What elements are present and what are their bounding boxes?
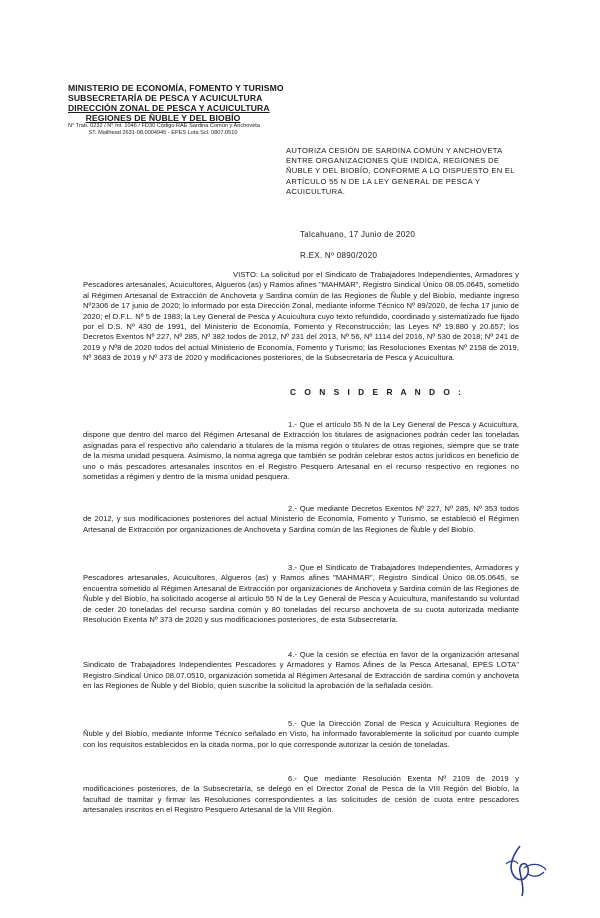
zonal-direction-name: DIRECCIÓN ZONAL DE PESCA Y ACUICULTURA xyxy=(68,103,270,113)
handwritten-initials xyxy=(498,838,550,898)
ministry-name: MINISTERIO DE ECONOMÍA, FOMENTO Y TURISMO xyxy=(68,83,284,93)
considerando-2: 2.- Que mediante Decretos Exentos Nº 227, Nº 285, Nº 353 todos de 2012, y sus modificaciones posteriores del actual Ministerio de Economía, Fomento y Turismo, se estableció el Régimen Artesanal de Extracción por organizaciones de Anchoveta y Sardina común de las Regiones de Ñuble y del Biobío. xyxy=(83,504,519,534)
letterhead xyxy=(68,83,284,137)
considerando-3: 3.- Que el Sindicato de Trabajadores Independientes, Armadores y Pescadores artesanales, Acuicultores, Algueros (as) y Ramos afines "MAHMAR", Registro Sindical Único 08.05.0645, se encuentra sometido al Régimen Artesanal de Extracción por organizaciones de Anchoveta y Sardina común de las Regiones de Ñuble y del Biobío, ha solicitado acogerse al artículo 55 N de la Ley General de Pesca y Acuicultura, manifestando su voluntad de ceder 20 toneladas del recurso sardina común y 80 toneladas del recurso anchoveta de su cuota autorizada mediante Resolución Exenta Nº 373 de 2020 y sus modificaciones posteriores, de esta Subsecretaría. xyxy=(83,563,519,625)
resolution-date: Talcahuano, 17 Junio de 2020 xyxy=(300,230,416,239)
regions-name: REGIONES DE ÑUBLE Y DEL BIOBÍO xyxy=(85,113,241,123)
reference-line-1: N° Trab. 0232 / N° Int. 1046 / FD30 Código RAE Sardina Común y Anchoveta xyxy=(68,123,260,129)
considerando-heading: C O N S I D E R A N D O : xyxy=(290,387,464,397)
resolution-summary: AUTORIZA CESIÓN DE SARDINA COMÚN Y ANCHOVETA ENTRE ORGANIZACIONES QUE INDICA, REGIONES DE ÑUBLE Y DEL BIOBÍO, CONFORME A LO DISPUESTO EN EL ARTÍCULO 55 N DE LA LEY GENERAL DE PESCA Y ACUICULTURA. xyxy=(286,146,515,196)
reference-line-2: ST. Mailhead 2631-08.0004945 - EPES Lota Scl. 0807.0510 xyxy=(88,130,238,136)
considerando-6: 6.- Que mediante Resolución Exenta Nº 2109 de 2019 y modificaciones posteriores, de la Subsecretaría, se delegó en el Director Zonal de Pesca de la VIII Región del Biobío, la facultad de tramitar y firmar las Resoluciones correspondientes a las solicitudes de cesión de cuota entre pescadores artesanales inscritos en el Registro Pesquero Artesanal de la VIII Región. xyxy=(83,774,519,815)
considerando-5: 5.- Que la Dirección Zonal de Pesca y Acuicultura Regiones de Ñuble y del Biobío, mediante Informe Técnico señalado en Visto, ha informado favorablemente la solicitud por cuanto cumple con los requisitos establecidos en la citada norma, por lo que corresponde autorizar la cesión de toneladas. xyxy=(83,719,519,749)
visto-paragraph: VISTO: La solicitud por el Sindicato de Trabajadores Independientes, Armadores y Pescadores artesanales, Acuicultores, Algueros (as) y Ramos afines "MAHMAR", Registro Sindical Único 08.05.0645, sometido al Régimen Artesanal de Extracción de Anchoveta y Sardina común de las Regiones de Ñuble y del Biobío, mediante ingreso Nº2306 de 17 junio de 2020; lo informado por esta Dirección Zonal, mediante informe Técnico Nº 89/2020, de fecha 17 junio de 2020; el D.F.L. Nº 5 de 1983; la Ley General de Pesca y Acuicultura cuyo texto refundido, coordinado y sistematizado fue fijado por el D.S. Nº 430 de 1991, del Ministerio de Economía, Fomento y Reconstrucción; las Leyes Nº 19.880 y 20.657; los Decretos Exentos Nº 227, Nº 285, Nº 382 todos de 2012, Nº 231 del 2013, Nº 56, Nº 1114 del 2016, Nº 530 de 2018; Nº 241 de 2019 y Nº8 de 2020 todos del actual Ministerio de Economía, Fomento y Turismo; las Resoluciones Exentas Nº 2158 de 2019, Nº 3683 de 2019 y Nº 373 de 2020 y modificaciones posteriores, de la Subsecretaría de Pesca y Acuicultura. xyxy=(83,270,519,363)
considerando-4: 4.- Que la cesión se efectúa en favor de la organización artesanal Sindicato de Trabajadores Independientes Pescadores y Armadores y Ramos Afines de la Pesca Artesanal, EPES LOTA" Registro Sindical Único 08.07.0510, organización sometida al Régimen Artesanal de Extracción de sardina común y anchoveta en las Regiones de Ñuble y del Biobío, quien suscribe la solicitud la aprobación de la señalada cesión. xyxy=(83,650,519,691)
considerando-1: 1.- Que el artículo 55 N de la Ley General de Pesca y Acuicultura, dispone que dentro del marco del Régimen Artesanal de Extracción los titulares de asignaciones podrán ceder las toneladas asignadas para el respectivo año calendario a titulares de la misma región o titulares de otras regiones, siempre que se trate de la misma unidad pesquera. Asimismo, la norma agrega que también se podrán celebrar estos actos jurídicos en beneficio de uno o más pescadores artesanales inscritos en el Registro Pesquero Artesanal en el recurso respectivo en regiones no sometidas a régimen y dentro de la misma unidad pesquera. xyxy=(83,420,519,482)
undersecretariat-name: SUBSECRETARÍA DE PESCA Y ACUICULTURA xyxy=(68,93,263,103)
resolution-number: R.EX. Nº 0890/2020 xyxy=(300,251,378,260)
